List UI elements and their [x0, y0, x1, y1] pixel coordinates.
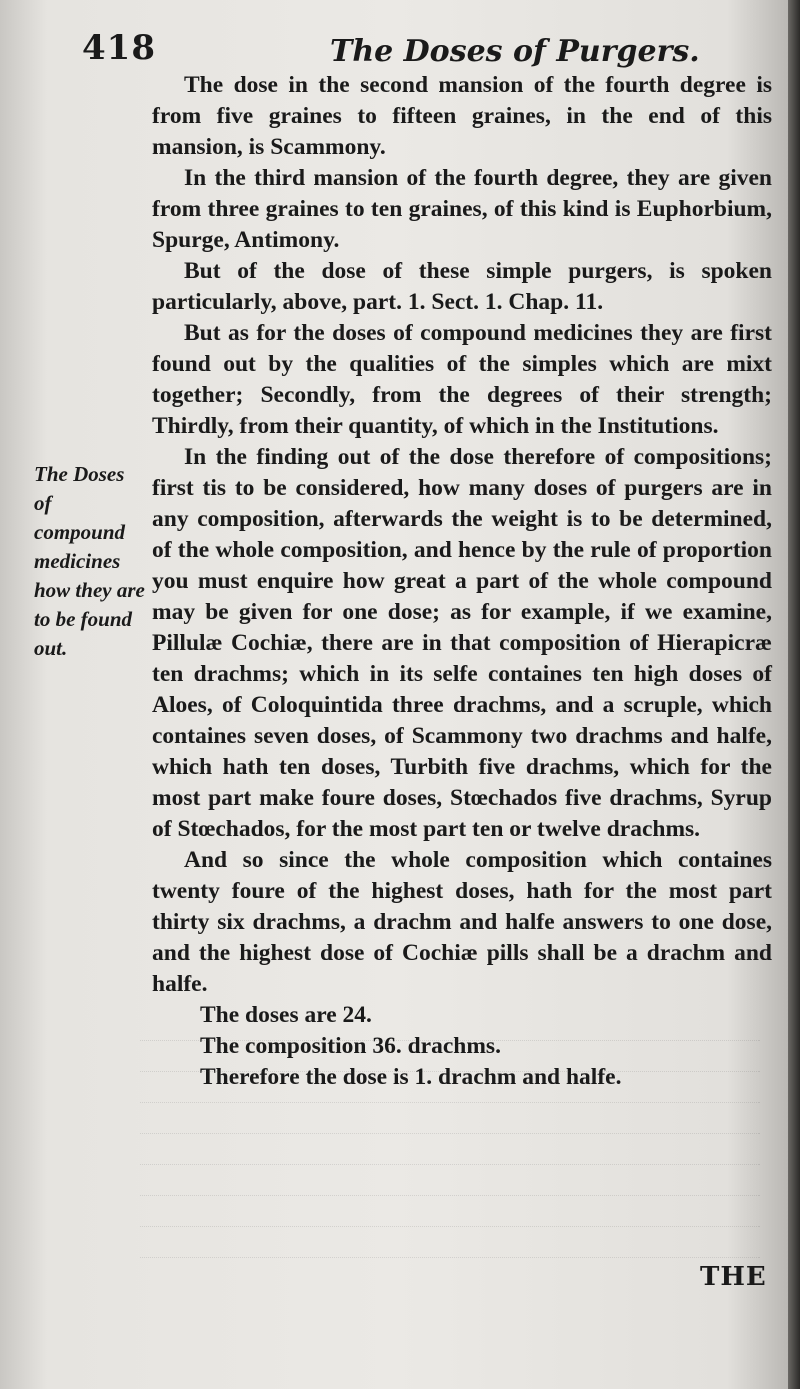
catchword: THE	[700, 1262, 767, 1292]
paragraph: But of the dose of these simple purgers, is spoken particularly, above, part. 1. Sect. 1. Chap. 11.	[152, 258, 772, 315]
paragraph: In the third mansion of the fourth degree, they are given from three graines to ten graines, of this kind is Euphorbium, Spurge, Antimony.	[152, 165, 772, 253]
marginal-note: The Doses of compound medicines how they are to be found out.	[34, 462, 145, 660]
paragraph: And so since the whole composition which containes twenty foure of the highest doses, hath for the most part thirty six drachms, a drachm and halfe answers to one dose, and the highest dose of Cochiæ pills shall be a drachm and halfe.	[152, 847, 772, 997]
paragraph: In the finding out of the dose therefore of compositions; first tis to be considered, how many doses of purgers are in any composition, afterwards the weight is to be determined, of the whole composition, and hence by the rule of proportion you must enquire how great a part of the whole compound may be given for one dose; as for example, if we examine, Pillulæ Cochiæ, there are in that composition of Hierapicræ ten drachms; which in its selfe containes ten high doses of Aloes, of Coloquintida three drachms, and a scruple, which containes seven doses, of Scammony two drachms and halfe, which hath ten doses, Turbith five drachms, which for the most part make foure doses, Stœchados five drachms, Syrup of Stœchados, for the most part ten or twelve drachms.	[152, 444, 772, 842]
paragraph: The dose in the second mansion of the fourth degree is from five graines to fifteen graines, in the end of this mansion, is Scammony.	[152, 72, 772, 160]
running-title: The Doses of Purgers.	[330, 34, 700, 69]
calculation-line: Therefore the dose is 1. drachm and halfe.	[200, 1064, 622, 1090]
calculation-line: The doses are 24.	[200, 1002, 372, 1028]
page-header	[0, 22, 790, 72]
paragraph: But as for the doses of compound medicines they are first found out by the qualities of the simples which are mixt together; Secondly, from the degrees of their strength; Thirdly, from their quantity, of which in the Institutions.	[152, 320, 772, 439]
calculation-line: The composition 36. drachms.	[200, 1033, 501, 1059]
book-spine-shadow	[788, 0, 800, 1389]
page-number: 418	[82, 28, 156, 68]
body-text	[152, 70, 772, 1093]
